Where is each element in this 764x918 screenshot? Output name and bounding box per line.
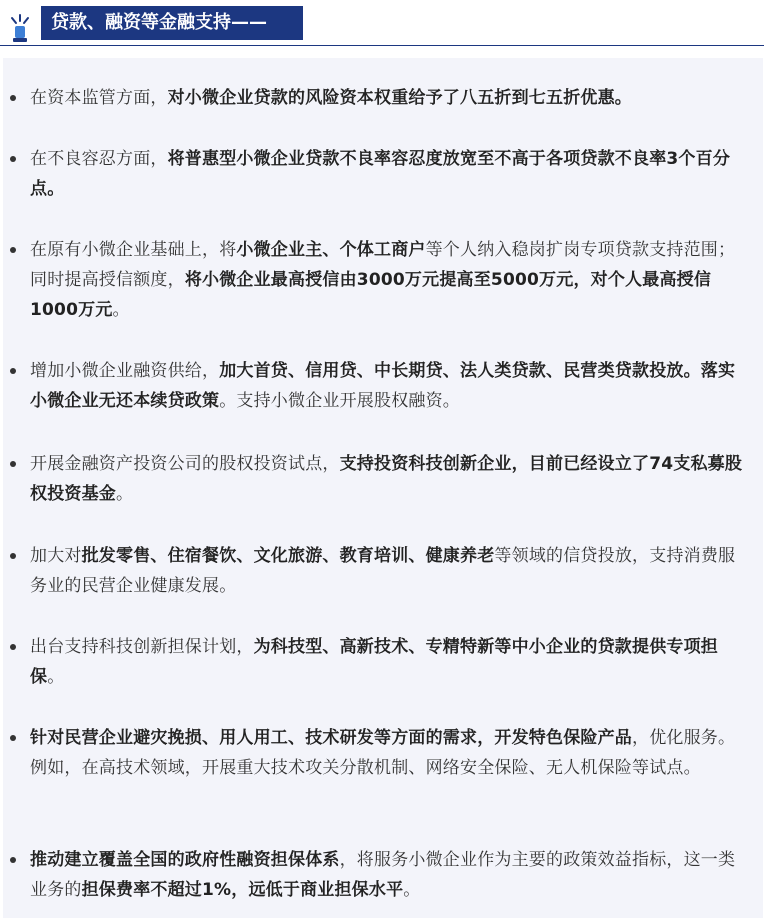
- body-text: ，将服务小微企业作为主要的政策效益指标，这一类业务的: [30, 850, 736, 900]
- body-text: 等个人纳入稳岗扩岗专项贷款支持范围；同时提高授信额度，: [30, 240, 736, 290]
- body-text: 等领域的信贷投放，支持消费服务业的民营企业健康发展。: [30, 546, 736, 596]
- list-item: [30, 356, 746, 416]
- bullet-dot: [10, 156, 16, 162]
- bullet-dot: [10, 735, 16, 741]
- body-text: 加大对: [30, 546, 82, 566]
- body-text: 出台支持科技创新担保计划，: [30, 637, 254, 657]
- emphasis-text: 担保费率不超过1%，远低于商业担保水平: [81, 880, 404, 900]
- emphasis-text: 推动建立覆盖全国的政府性融资担保体系: [30, 850, 340, 870]
- list-item: [30, 449, 746, 509]
- body-text: 在不良容忍方面，: [30, 149, 168, 169]
- body-text: 。支持小微企业开展股权融资。: [219, 391, 461, 411]
- bullet-dot: [10, 553, 16, 559]
- list-item: [30, 845, 746, 905]
- list-item: [30, 83, 746, 113]
- section-title: 贷款、融资等金融支持——: [41, 6, 303, 40]
- megaphone-icon: [8, 12, 32, 44]
- emphasis-text: 将普惠型小微企业贷款不良率容忍度放宽至不高于各项贷款不良率3个百分点。: [30, 149, 731, 199]
- emphasis-text: 支持投资科技创新企业，目前已经设立了74支私募股权投资基金: [30, 454, 743, 504]
- content-panel: [3, 58, 763, 918]
- body-text: 。: [403, 880, 421, 900]
- body-text: 在原有小微企业基础上，将: [30, 240, 237, 260]
- emphasis-text: 批发零售、住宿餐饮、文化旅游、教育培训、健康养老: [81, 546, 495, 566]
- bullet-dot: [10, 857, 16, 863]
- emphasis-text: 对小微企业贷款的风险资本权重给予了八五折到七五折优惠。: [167, 88, 633, 108]
- list-item: [30, 723, 746, 783]
- list-item: [30, 632, 746, 692]
- emphasis-text: 针对民营企业避灾挽损、用人用工、技术研发等方面的需求，开发特色保险产品: [30, 728, 632, 748]
- section-header: [0, 0, 764, 46]
- list-item: [30, 144, 746, 204]
- body-text: 。: [116, 484, 134, 504]
- list-item: [30, 235, 746, 325]
- emphasis-text: 加大首贷、信用贷、中长期贷、法人类贷款、民营类贷款投放。落实小微企业无还本续贷政策: [30, 361, 736, 411]
- body-text: ，优化服务。例如，在高技术领域，开展重大技术攻关分散机制、网络安全保险、无人机保险等试点。: [30, 728, 736, 778]
- body-text: 增加小微企业融资供给，: [30, 361, 220, 381]
- bullet-dot: [10, 247, 16, 253]
- bullet-dot: [10, 368, 16, 374]
- emphasis-text: 为科技型、高新技术、专精特新等中小企业的贷款提供专项担保: [30, 637, 719, 687]
- list-item: [30, 541, 746, 601]
- bullet-dot: [10, 644, 16, 650]
- bullet-dot: [10, 95, 16, 101]
- bullet-dot: [10, 461, 16, 467]
- body-text: 在资本监管方面，: [30, 88, 168, 108]
- body-text: 。: [47, 667, 65, 687]
- header-divider: [0, 45, 764, 46]
- emphasis-text: 将小微企业最高授信由3000万元提高至5000万元，对个人最高授信1000万元: [30, 270, 712, 320]
- body-text: 。: [112, 300, 130, 320]
- body-text: 开展金融资产投资公司的股权投资试点，: [30, 454, 340, 474]
- emphasis-text: 小微企业主、个体工商户: [236, 240, 426, 260]
